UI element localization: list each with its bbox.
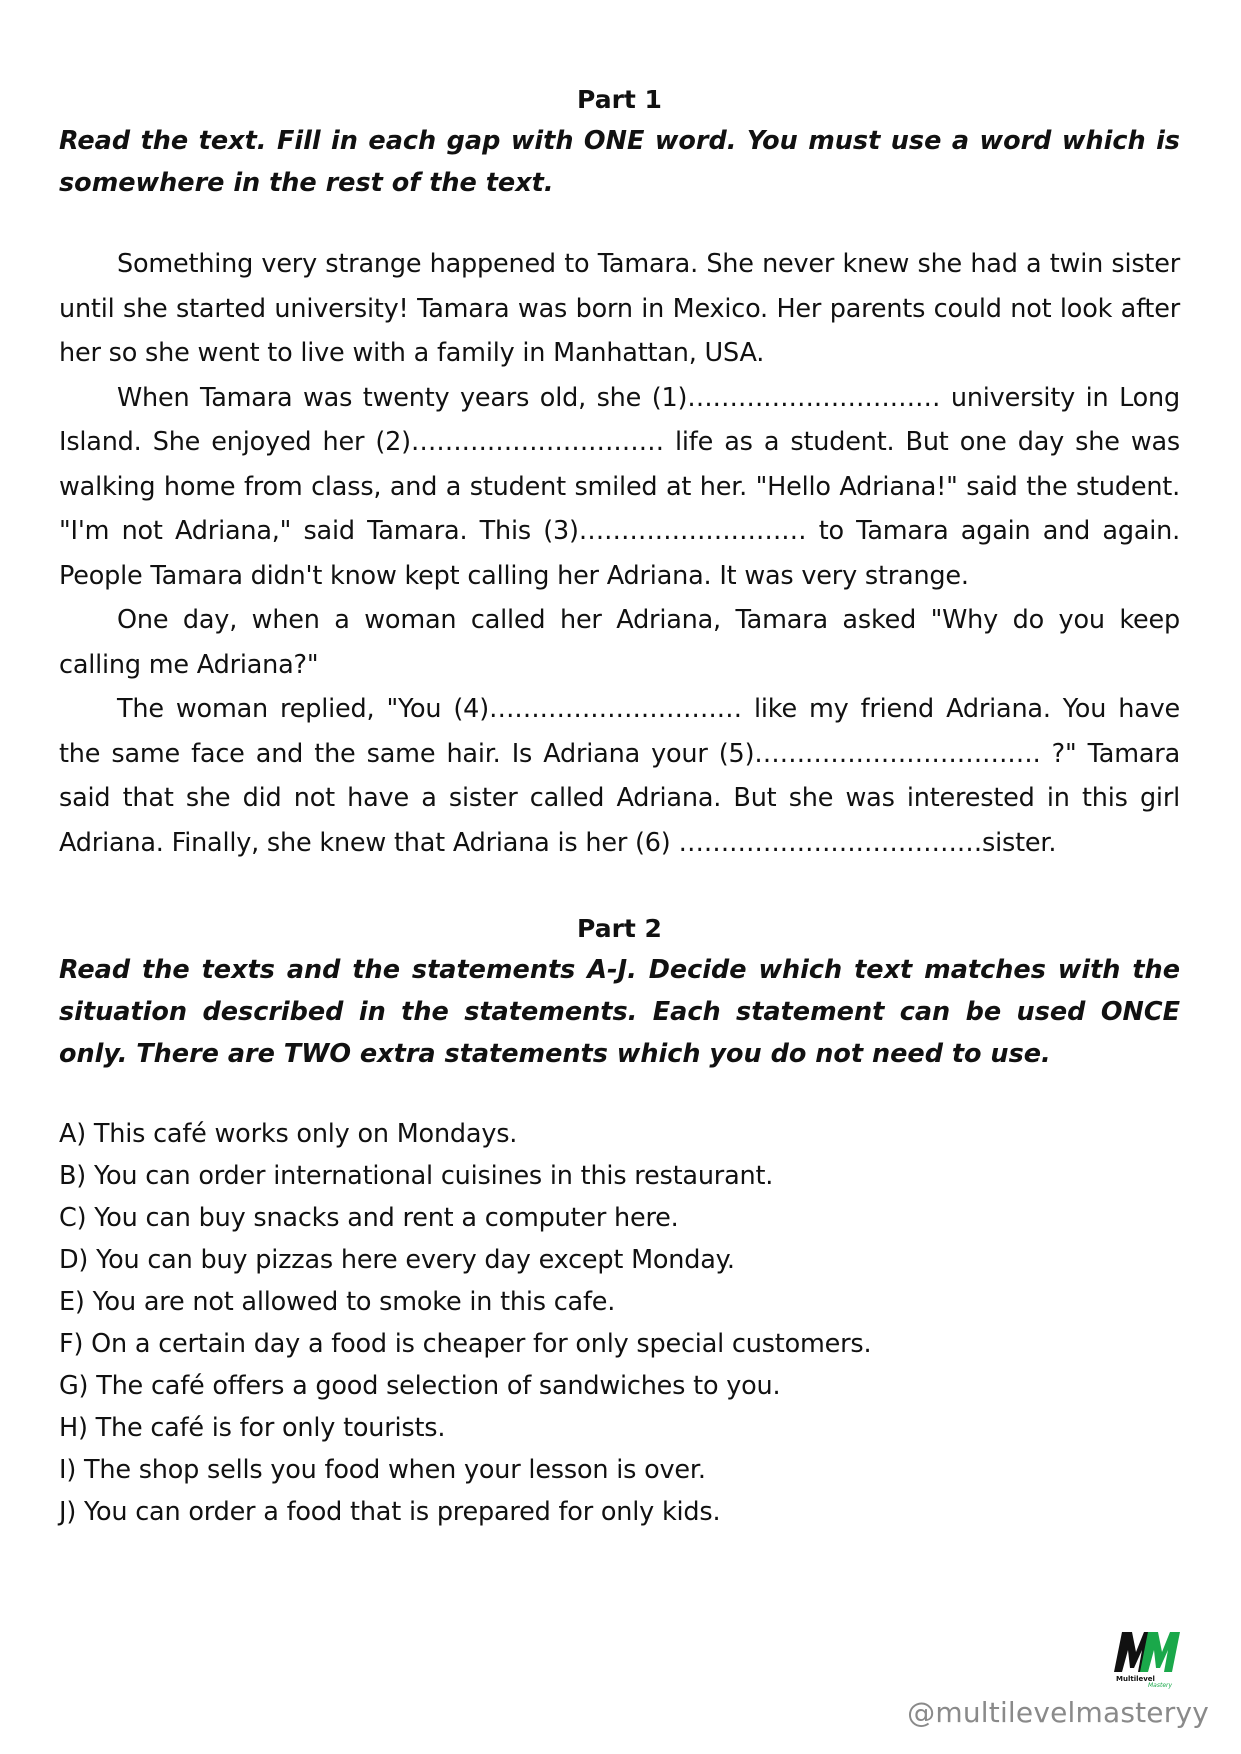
statement-item-j: J) You can order a food that is prepared for only kids.: [59, 1497, 721, 1527]
social-handle: @multilevelmasteryy: [907, 1696, 1209, 1729]
statement-item-f: F) On a certain day a food is cheaper for only special customers.: [59, 1329, 872, 1359]
statement-item-g: G) The café offers a good selection of sandwiches to you.: [59, 1371, 781, 1401]
reading-passage: [59, 242, 1180, 865]
statement-item-h: H) The café is for only tourists.: [59, 1413, 446, 1443]
worksheet-page: [59, 80, 1180, 1533]
part-2-section: [59, 909, 1180, 1533]
passage-paragraph-1: Something very strange happened to Tamara. She never knew she had a twin sister until she started university! Tamara was born in Mexico. Her parents could not look after her so she went to live with a family in Manhattan, USA.: [59, 249, 1180, 368]
part-2-title: Part 2: [577, 914, 662, 943]
statement-item-c: C) You can buy snacks and rent a computer here.: [59, 1203, 679, 1233]
brand-logo: [1110, 1628, 1190, 1694]
statement-item-b: B) You can order international cuisines in this restaurant.: [59, 1161, 774, 1191]
passage-paragraph-2: When Tamara was twenty years old, she (1)………………………… university in Long Island. She enjoyed her (2)………………………… life as a student. But one day she was walking home from class, and a student smiled at her. "Hello Adriana!" said the student. "I'm not Adriana," said Tamara. This (3)……………………… to Tamara again and again. People Tamara didn't know kept calling her Adriana. It was very strange.: [59, 382, 1180, 591]
passage-paragraph-3: One day, when a woman called her Adriana, Tamara asked "Why do you keep calling me Adriana?": [59, 605, 1180, 680]
statement-list: [59, 1113, 1180, 1533]
logo-line-2: Mastery: [1148, 1682, 1173, 1689]
passage-paragraph-4: The woman replied, "You (4)………………………… like my friend Adriana. You have the same face and the same hair. Is Adriana your (5)……………………………. ?" Tamara said that she did not have a sister called Adriana. But she was interested in this girl Adriana. Finally, she knew that Adriana is her (6) ………………………………sister.: [59, 694, 1180, 858]
logo-line-1: Multilevel: [1116, 1675, 1155, 1683]
statement-item-e: E) You are not allowed to smoke in this cafe.: [59, 1287, 616, 1317]
part-2-instruction: Read the texts and the statements A-J. Decide which text matches with the situation described in the statements. Each statement can be used ONCE only. There are TWO extra statements which you do not need to use.: [59, 955, 1180, 1069]
mm-logo-icon: [1110, 1628, 1186, 1674]
statement-item-i: I) The shop sells you food when your lesson is over.: [59, 1455, 706, 1485]
part-1-instruction: Read the text. Fill in each gap with ONE word. You must use a word which is somewhere in the rest of the text.: [59, 126, 1180, 198]
part-1-section: [59, 80, 1180, 865]
part-1-title: Part 1: [577, 85, 662, 114]
statement-item-d: D) You can buy pizzas here every day except Monday.: [59, 1245, 735, 1275]
statement-item-a: A) This café works only on Mondays.: [59, 1119, 518, 1149]
